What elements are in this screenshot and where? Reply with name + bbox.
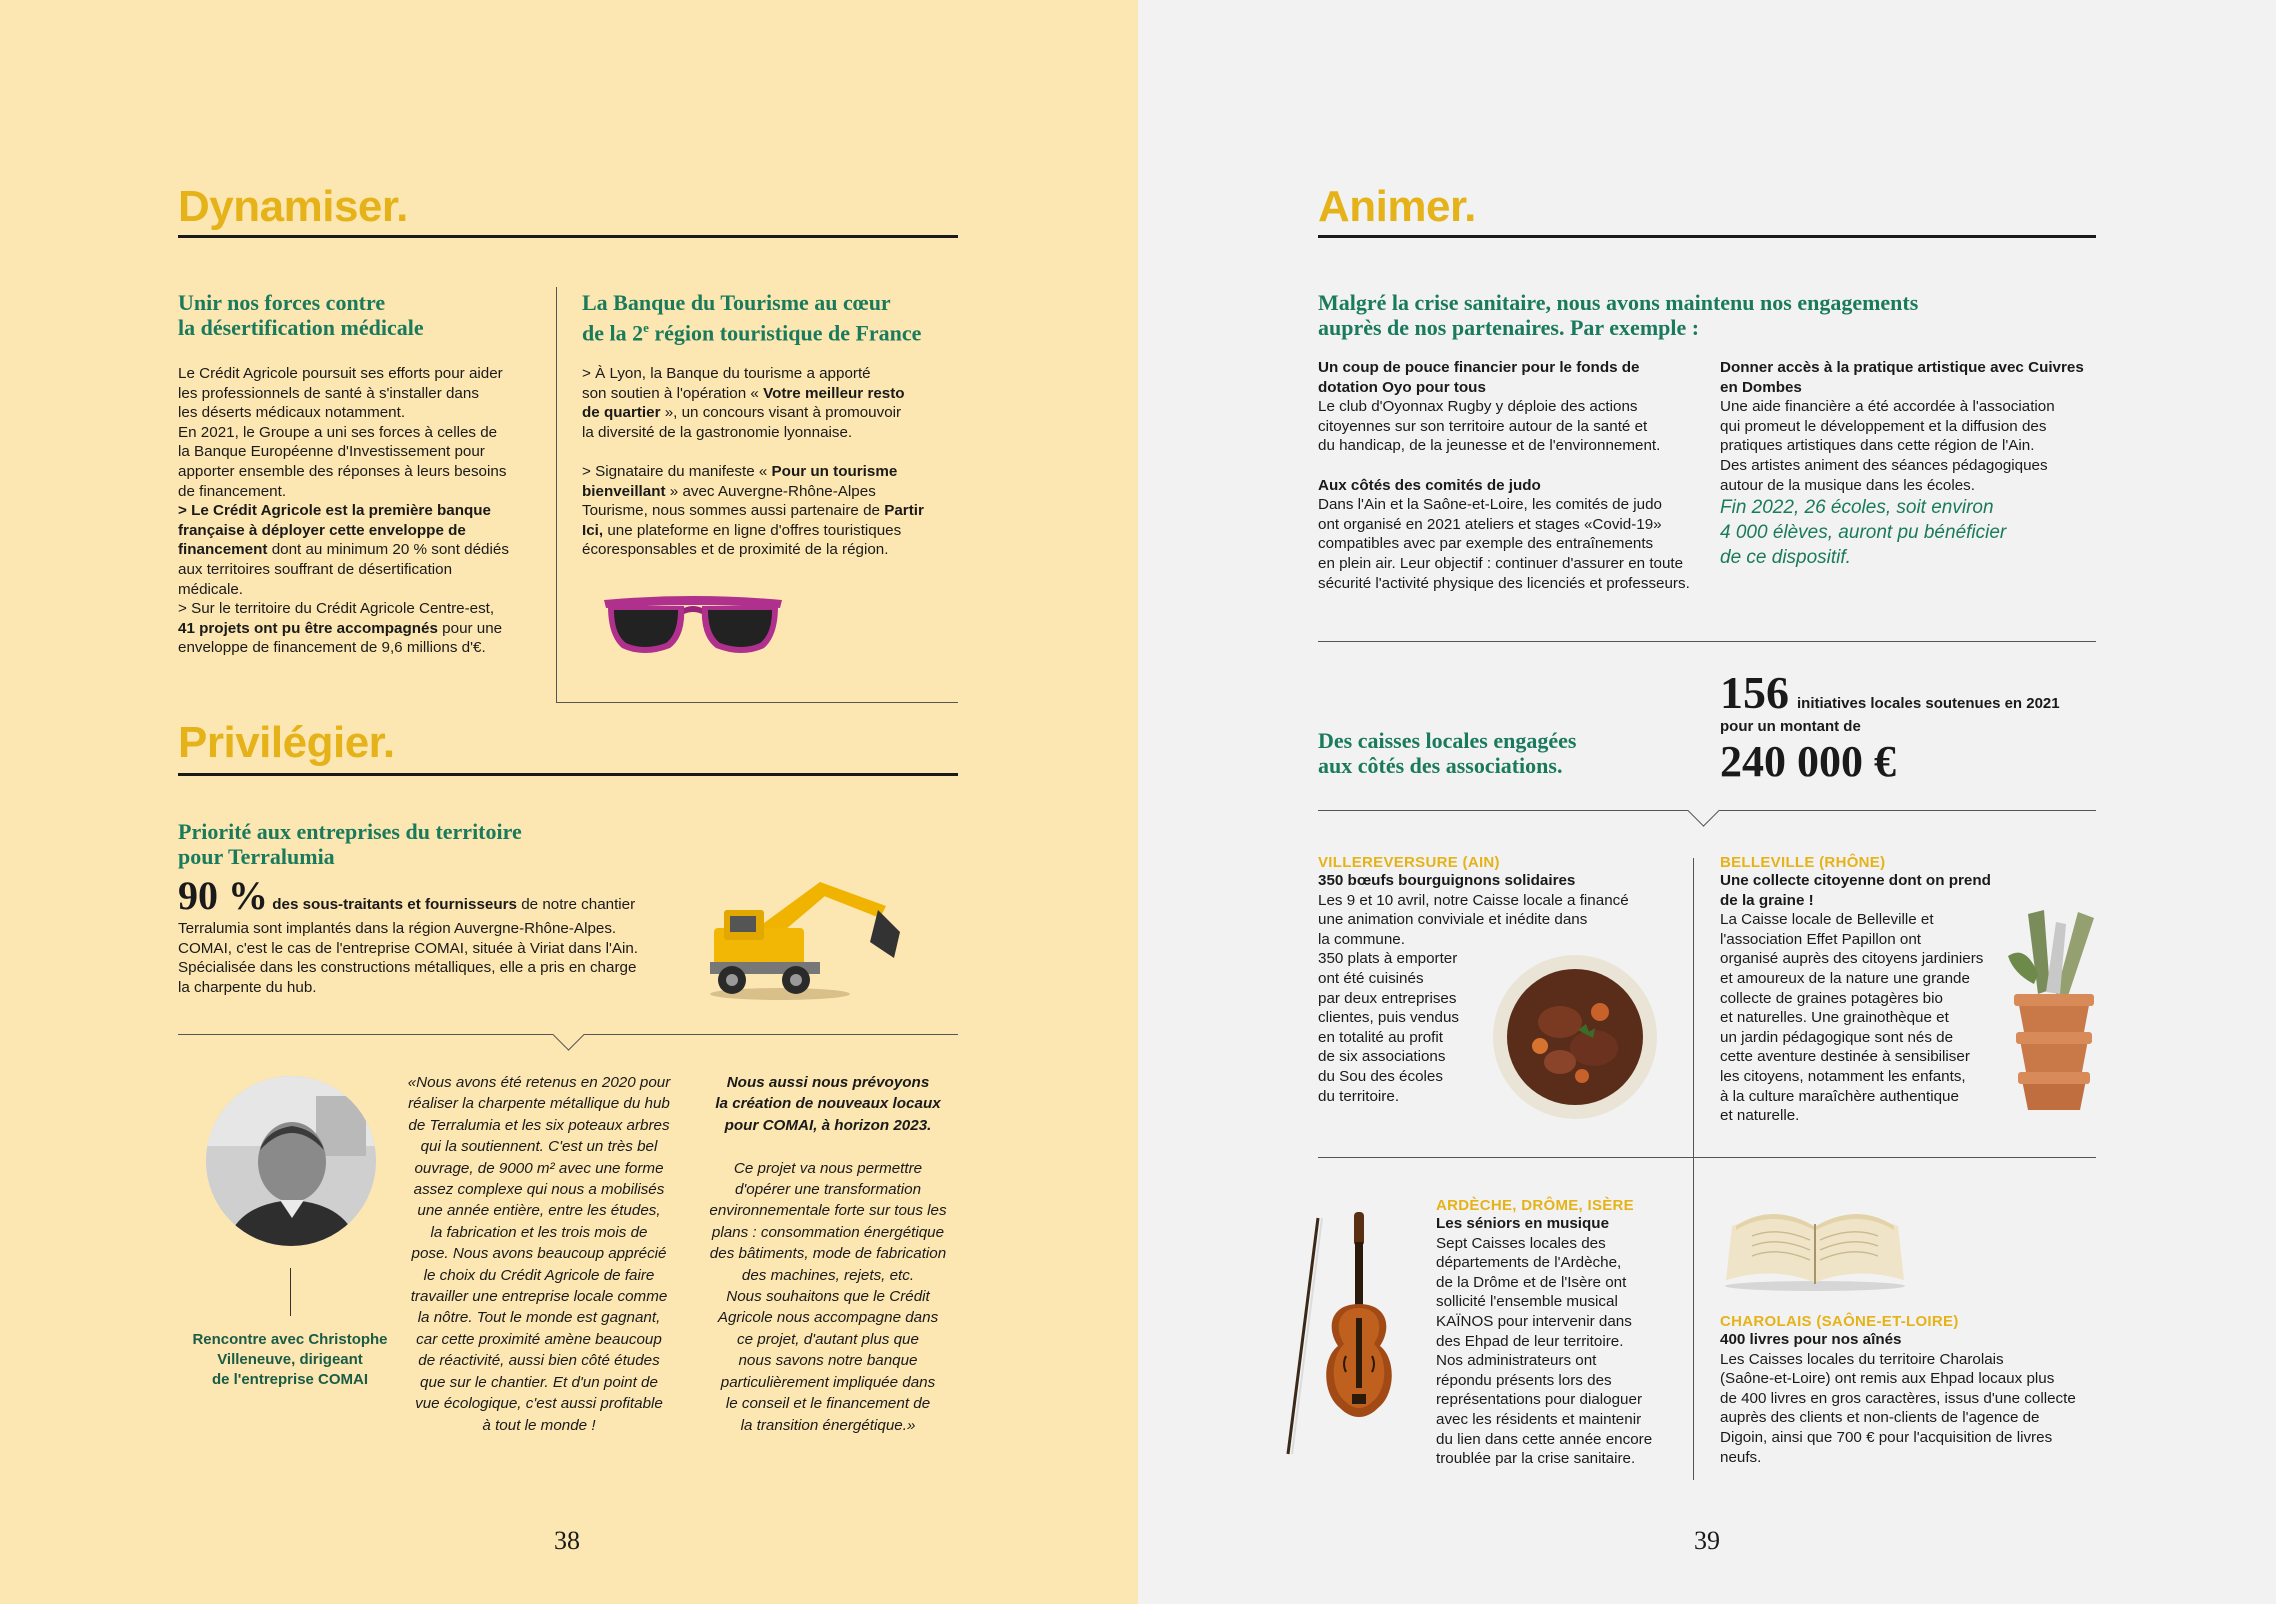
grid-divider: [1318, 1157, 2096, 1158]
sunglasses-icon: [600, 592, 786, 662]
stat-156: 156: [1720, 667, 1789, 718]
title-rule: [178, 235, 958, 238]
excavator-icon: [700, 862, 910, 1002]
quote-column-1: «Nous avons été retenus en 2020 pour réaliser la charpente métallique du hub de Terralumia et les six poteaux arbres qui la soutiennent. C'est un très bel ouvrage, de 9000 m² avec une forme assez complexe qui nous a mobilisés une année entière, entre les études, la fabrication et les trois mois de pose. Nous avons beaucoup apprécié le choix du Crédit Agricole de faire travailler une entreprise locale comme la nôtre. Tout le monde est gagnant, car cette proximité amène beaucoup de réactivité, aussi bien côté études que sur le chantier. Et d'un point de vue écologique, c'est aussi profitable à tout le monde !: [407, 1074, 671, 1434]
story-charolais: CHAROLAIS (SAÔNE-ET-LOIRE) 400 livres pour nos aînés Les Caisses locales du territoire Charolais (Saône-et-Loire) ont remis aux Ehpad locaux plus de 400 livres en gros caractères, issus d'une collecte auprès des clients et non-clients de l'agence de Digoin, ainsi que 700 € pour l'acquisition de livres neufs.: [1720, 1313, 2076, 1466]
quote-column-2: Nous aussi nous prévoyons la création de nouveaux locaux pour COMAI, à horizon 2023. Ce projet va nous permettre d'opérer une transformation environnementale forte sur tous les plans : consommation énergétique des bâtiments, mode de fabrication des machines, rejets, etc. Nous souhaitons que le Crédit Agricole nous accompagne dans ce projet, d'autant plus que nous savons notre banque particulièrement impliquée dans le conseil et le financement de la transition énergétique.»: [709, 1074, 947, 1434]
stat-90: 90 %: [178, 873, 268, 918]
col1-heading: Unir nos forces contre la désertification médicale: [178, 290, 424, 340]
s2-body: 90 % des sous-traitants et fournisseurs de notre chantier Terralumia sont implantés dans la région Auvergne-Rhône-Alpes. COMAI, c'est le cas de l'entreprise COMAI, située à Viriat dans l'Ain. Spécialisée dans les constructions métalliques, elle a pris en charge la charpente du hub.: [178, 873, 639, 996]
section-title-privilegier: Privilégier.: [178, 718, 395, 767]
story-belleville: BELLEVILLE (RHÔNE) Une collecte citoyenne dont on prend de la graine ! La Caisse locale de Belleville et l'association Effet Papillon ont organisé auprès des citoyens jardiniers et amoureux de la nature une grande collecte de graines potagères bio et naturelles. Une grainothèque et un jardin pédagogique sont nés de cette aventure destinée à sensibiliser les citoyens, notamment les enfants, à la culture maraîchère authentique et naturelle.: [1720, 854, 1991, 1125]
divider-line: [1318, 641, 2096, 642]
page-number: 38: [554, 1526, 580, 1555]
intro-heading: Malgré la crise sanitaire, nous avons maintenu nos engagements auprès de nos partenaires. Par exemple :: [1318, 290, 1919, 340]
section-title-animer: Animer.: [1318, 182, 1476, 231]
avatar: [206, 1076, 376, 1246]
s2-heading: Priorité aux entreprises du territoire pour Terralumia: [178, 819, 522, 869]
highlight-quote: Fin 2022, 26 écoles, soit environ 4 000 élèves, auront pu bénéficier de ce dispositif.: [1720, 497, 2007, 568]
col2-body: > À Lyon, la Banque du tourisme a apporté son soutien à l'opération « Votre meilleur resto de quartier », un concours visant à promouvoir la diversité de la gastronomie lyonnaise. > Signataire du manifeste « Pour un tourisme bienveillant » avec Auvergne-Rhône-Alpes Tourisme, nous sommes aussi partenaire de Partir Ici, une plateforme en ligne d'offres touristiques écoresponsables et de proximité de la région.: [582, 365, 924, 559]
col1-body: Le Crédit Agricole poursuit ses efforts pour aider les professionnels de santé à s'installer dans les déserts médicaux notamment. En 2021, le Groupe a uni ses forces à celles de la Banque Européenne d'Investissement pour apporter ensemble des réponses à leurs besoins de financement. > Le Crédit Agricole est la première banque française à déployer cette enveloppe de financement dont au minimum 20 % sont dédiés aux territoires souffrant de désertification médicale. > Sur le territoire du Crédit Agricole Centre-est, 41 projets ont pu être accompagnés pour une enveloppe de financement de 9,6 millions d'€.: [178, 365, 509, 657]
story-ardeche: ARDÈCHE, DRÔME, ISÈRE Les séniors en musique Sept Caisses locales des départements de l'Ardèche, de la Drôme et de l'Isère ont sollicité l'ensemble musical KAÏNOS pour intervenir dans des Ehpad de leur territoire. Nos administrateurs ont répondu présents lors des représentations pour dialoguer avec les résidents et maintenir du lien dans cette année encore troublée par la crise sanitaire.: [1436, 1197, 1653, 1468]
title-rule: [1318, 235, 2096, 238]
chevron-down-icon: [552, 1018, 585, 1051]
title-rule: [178, 773, 958, 776]
stat-block: 156 initiatives locales soutenues en 2021 pour un montant de 240 000 €: [1720, 670, 2120, 787]
page-number: 39: [1694, 1526, 1720, 1555]
violin-icon: [1282, 1208, 1402, 1458]
engagement-list-right: Donner accès à la pratique artistique avec Cuivres en Dombes Une aide financière a été accordée à l'association qui promeut le développement et la diffusion des pratiques artistiques dans cette région de l'Ain. Des artistes animent des séances pédagogiques autour de la musique dans les écoles.: [1720, 359, 2084, 494]
divider-line: [556, 702, 958, 703]
col2-heading: La Banque du Tourisme au cœur de la 2e région touristique de France: [582, 290, 922, 346]
engagement-list-left: Un coup de pouce financier pour le fonds de dotation Oyo pour tous Le club d'Oyonnax Rugby y déploie des actions citoyennes sur son territoire autour de la santé et du handicap, de la jeunesse et de l'environnement. Aux côtés des comités de judo Dans l'Ain et la Saône-et-Loire, les comités de judo ont organisé en 2021 ateliers et stages «Covid-19» compatibles avec par exemple des entraînements en plein air. Leur objectif : continuer d'assurer en toute sécurité l'activité physique des licenciés et professeurs.: [1318, 359, 1690, 592]
portrait-caption: Rencontre avec Christophe Villeneuve, dirigeant de l'entreprise COMAI: [192, 1331, 388, 1388]
caption-line: [290, 1268, 291, 1316]
caisses-heading: Des caisses locales engagées aux côtés des associations.: [1318, 728, 1577, 778]
flower-pots-icon: [1998, 904, 2110, 1116]
story-villereversure: VILLEREVERSURE (AIN) 350 bœufs bourguignons solidaires Les 9 et 10 avril, notre Caisse locale a financé une animation conviviale et inédite dans la commune. 350 plats à emporter ont été cuisinés par deux entreprises clientes, puis vendus en totalité au profit de six associations du Sou des écoles du territoire.: [1318, 854, 1629, 1105]
column-divider: [556, 287, 557, 702]
stew-bowl-icon: [1490, 952, 1660, 1122]
open-book-icon: [1722, 1196, 1908, 1292]
section-title-dynamiser: Dynamiser.: [178, 182, 408, 231]
stat-amount: 240 000 €: [1720, 737, 1896, 786]
chevron-down-icon: [1687, 794, 1720, 827]
right-page: [1138, 0, 2276, 1604]
